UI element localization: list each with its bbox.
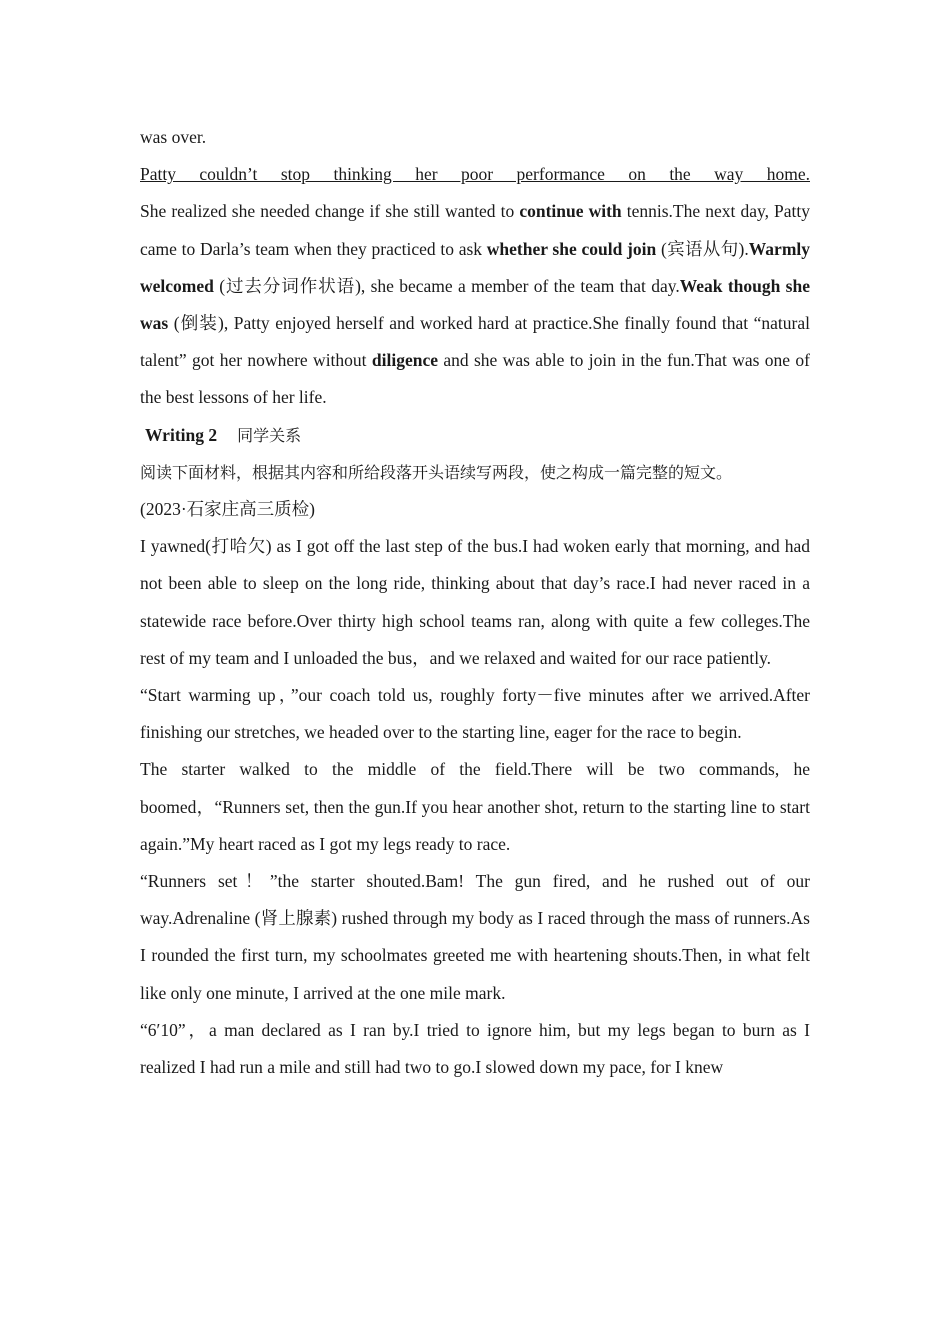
story-paragraph: “6′10”，a man declared as I ran by.I tried to ignore him, but my legs began to burn as I realized I had run a mile and still had two to go.I slowed down my pace, for I knew [140,1019,810,1078]
heading-label: Writing 2 [145,424,218,445]
story-paragraph: “Start warming up，”our coach told us, roughly forty－five minutes after we arrived.After finishing our stretches, we headed over to the starting line, eager for the race to begin. [140,685,810,743]
text-run: (倒装), Patty enjoyed herself and worked hard at practice.She finally found that “natural talent” got her nowhere without [140,313,810,371]
text-run: (宾语从句). [656,238,749,259]
story-paragraph: “Runners set！”the starter shouted.Bam! The gun fired, and he rushed out of our way.Adrenaline (肾上腺素) rushed through my body as I raced through the mass of runners.As I rounded the first turn, my schoolmates greeted me with heartening shouts.Then, in what felt like only one minute, I arrived at the one mile mark. [140,871,810,1003]
sample-answer-paragraph [140,193,810,416]
source-note: (2023·石家庄高三质检) [140,499,315,520]
paragraph-continuation: was over. [140,127,207,147]
section-heading [140,417,810,454]
bold-phrase: continue with [519,201,622,222]
document-page [140,119,810,1086]
text-run: and she was able to join in the fun.That was one of the best lessons of her life. [140,350,810,408]
story-paragraph: The starter walked to the middle of the field.There will be two commands, he boomed，“Runners set, then the gun.If you hear another shot, return to the starting line to start again.”My heart raced as I got my legs ready to race. [140,759,810,854]
underlined-prompt-sentence: Patty couldn’t stop thinking her poor performance on the way home. [140,164,810,185]
text-run: tennis.The next day, Patty came to Darla’s team when they practiced to ask [140,201,811,259]
heading-topic: 同学关系 [237,425,302,445]
bold-phrase: Weak though she was [140,275,810,334]
text-run: She realized she needed change if she still wanted to [140,201,520,222]
bold-phrase: whether she could join [486,238,657,259]
text-run: (过去分词作状语), she became a member of the team that day. [213,275,680,296]
instruction-text: 阅读下面材料，根据其内容和所给段落开头语续写两段，使之构成一篇完整的短文。 [140,462,733,482]
story-paragraph: I yawned(打哈欠) as I got off the last step of the bus.I had woken early that morning, and had not been able to sleep on the long ride, thinking about that day’s race.I had never raced in a statewide race before.Over thirty high school teams ran, along with quite a few colleges.The rest of my team and I unloaded the bus，and we relaxed and waited for our race patiently. [140,536,810,668]
bold-phrase: diligence [371,350,438,371]
bold-phrase: Warmly welcomed [140,238,811,296]
